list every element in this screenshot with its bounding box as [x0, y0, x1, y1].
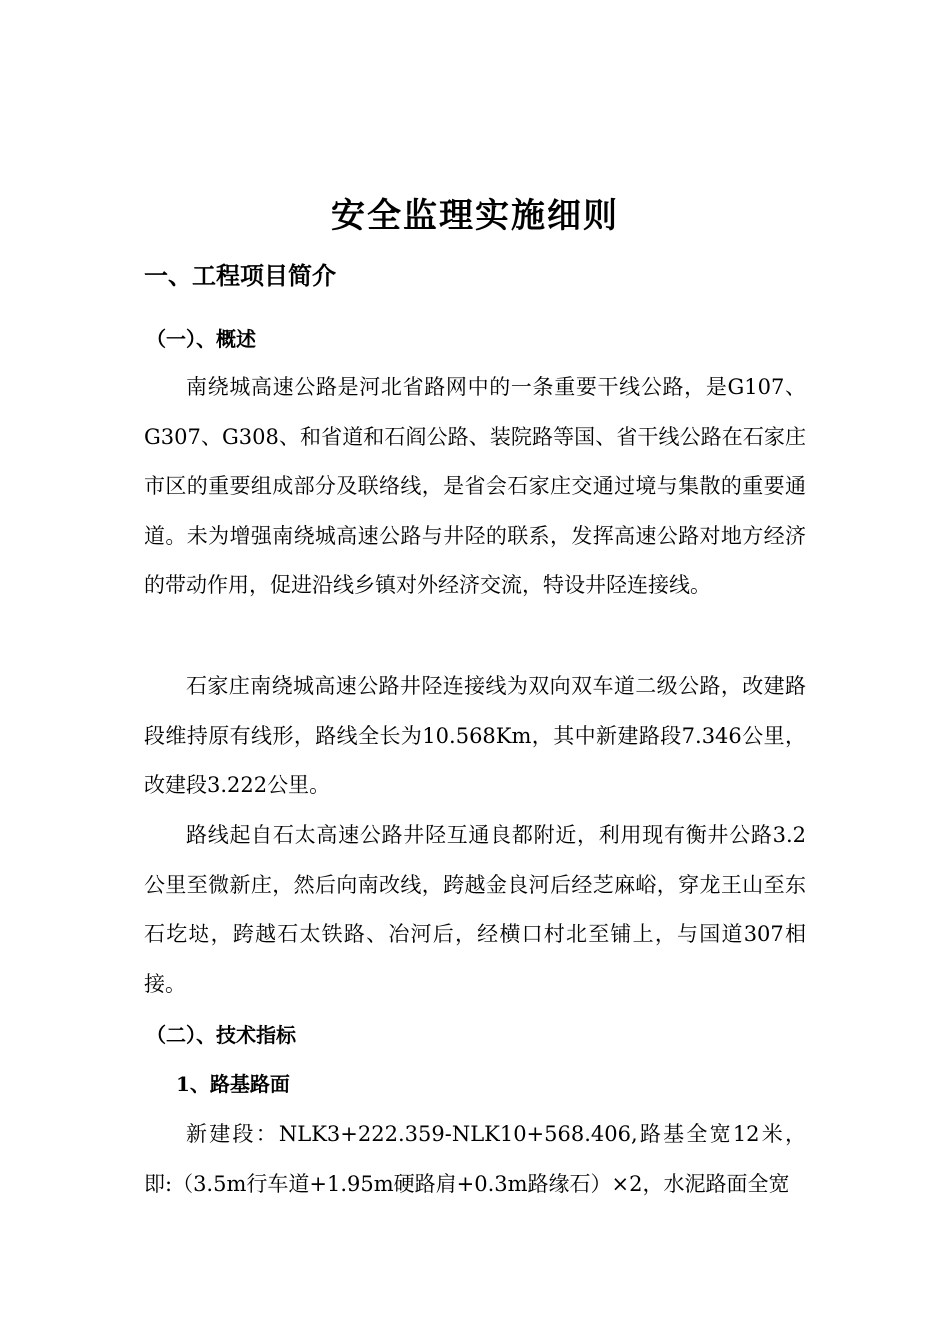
item-heading-subgrade-pavement: 1、路基路面: [176, 1072, 290, 1096]
paragraph-subgrade-pavement: 新建段：NLK3+222.359-NLK10+568.406,路基全宽12米，即:（3.5m行车道+1.95m硬路肩+0.3m路缘石）×2，水泥路面全宽: [144, 1122, 806, 1196]
paragraph-overview-3: 路线起自石太高速公路井陉互通良都附近，利用现有衡井公路3.2公里至微新庄，然后向南改线，跨越金良河后经芝麻峪，穿龙王山至东石圪垯，跨越石太铁路、冶河后，经横口村北至铺上，与国道307相接。: [144, 823, 806, 996]
subsection-heading-overview: （一）、概述: [146, 327, 256, 351]
paragraph-overview-1: 南绕城高速公路是河北省路网中的一条重要干线公路，是G107、G307、G308、和省道和石阎公路、装院路等国、省干线公路在石家庄市区的重要组成部分及联络线，是省会石家庄交通过境与集散的重要通道。未为增强南绕城高速公路与井陉的联系，发挥高速公路对地方经济的带动作用，促进沿线乡镇对外经济交流，特设井陉连接线。: [144, 375, 806, 598]
subsection-heading-technical-indicators: （二）、技术指标: [146, 1023, 296, 1047]
section-heading-project-intro: 一、工程项目简介: [144, 261, 336, 290]
paragraph-overview-2: 石家庄南绕城高速公路井陉连接线为双向双车道二级公路，改建路段维持原有线形，路线全长为10.568Km，其中新建路段7.346公里，改建段3.222公里。: [144, 674, 806, 798]
document-title: 安全监理实施细则: [331, 196, 619, 236]
